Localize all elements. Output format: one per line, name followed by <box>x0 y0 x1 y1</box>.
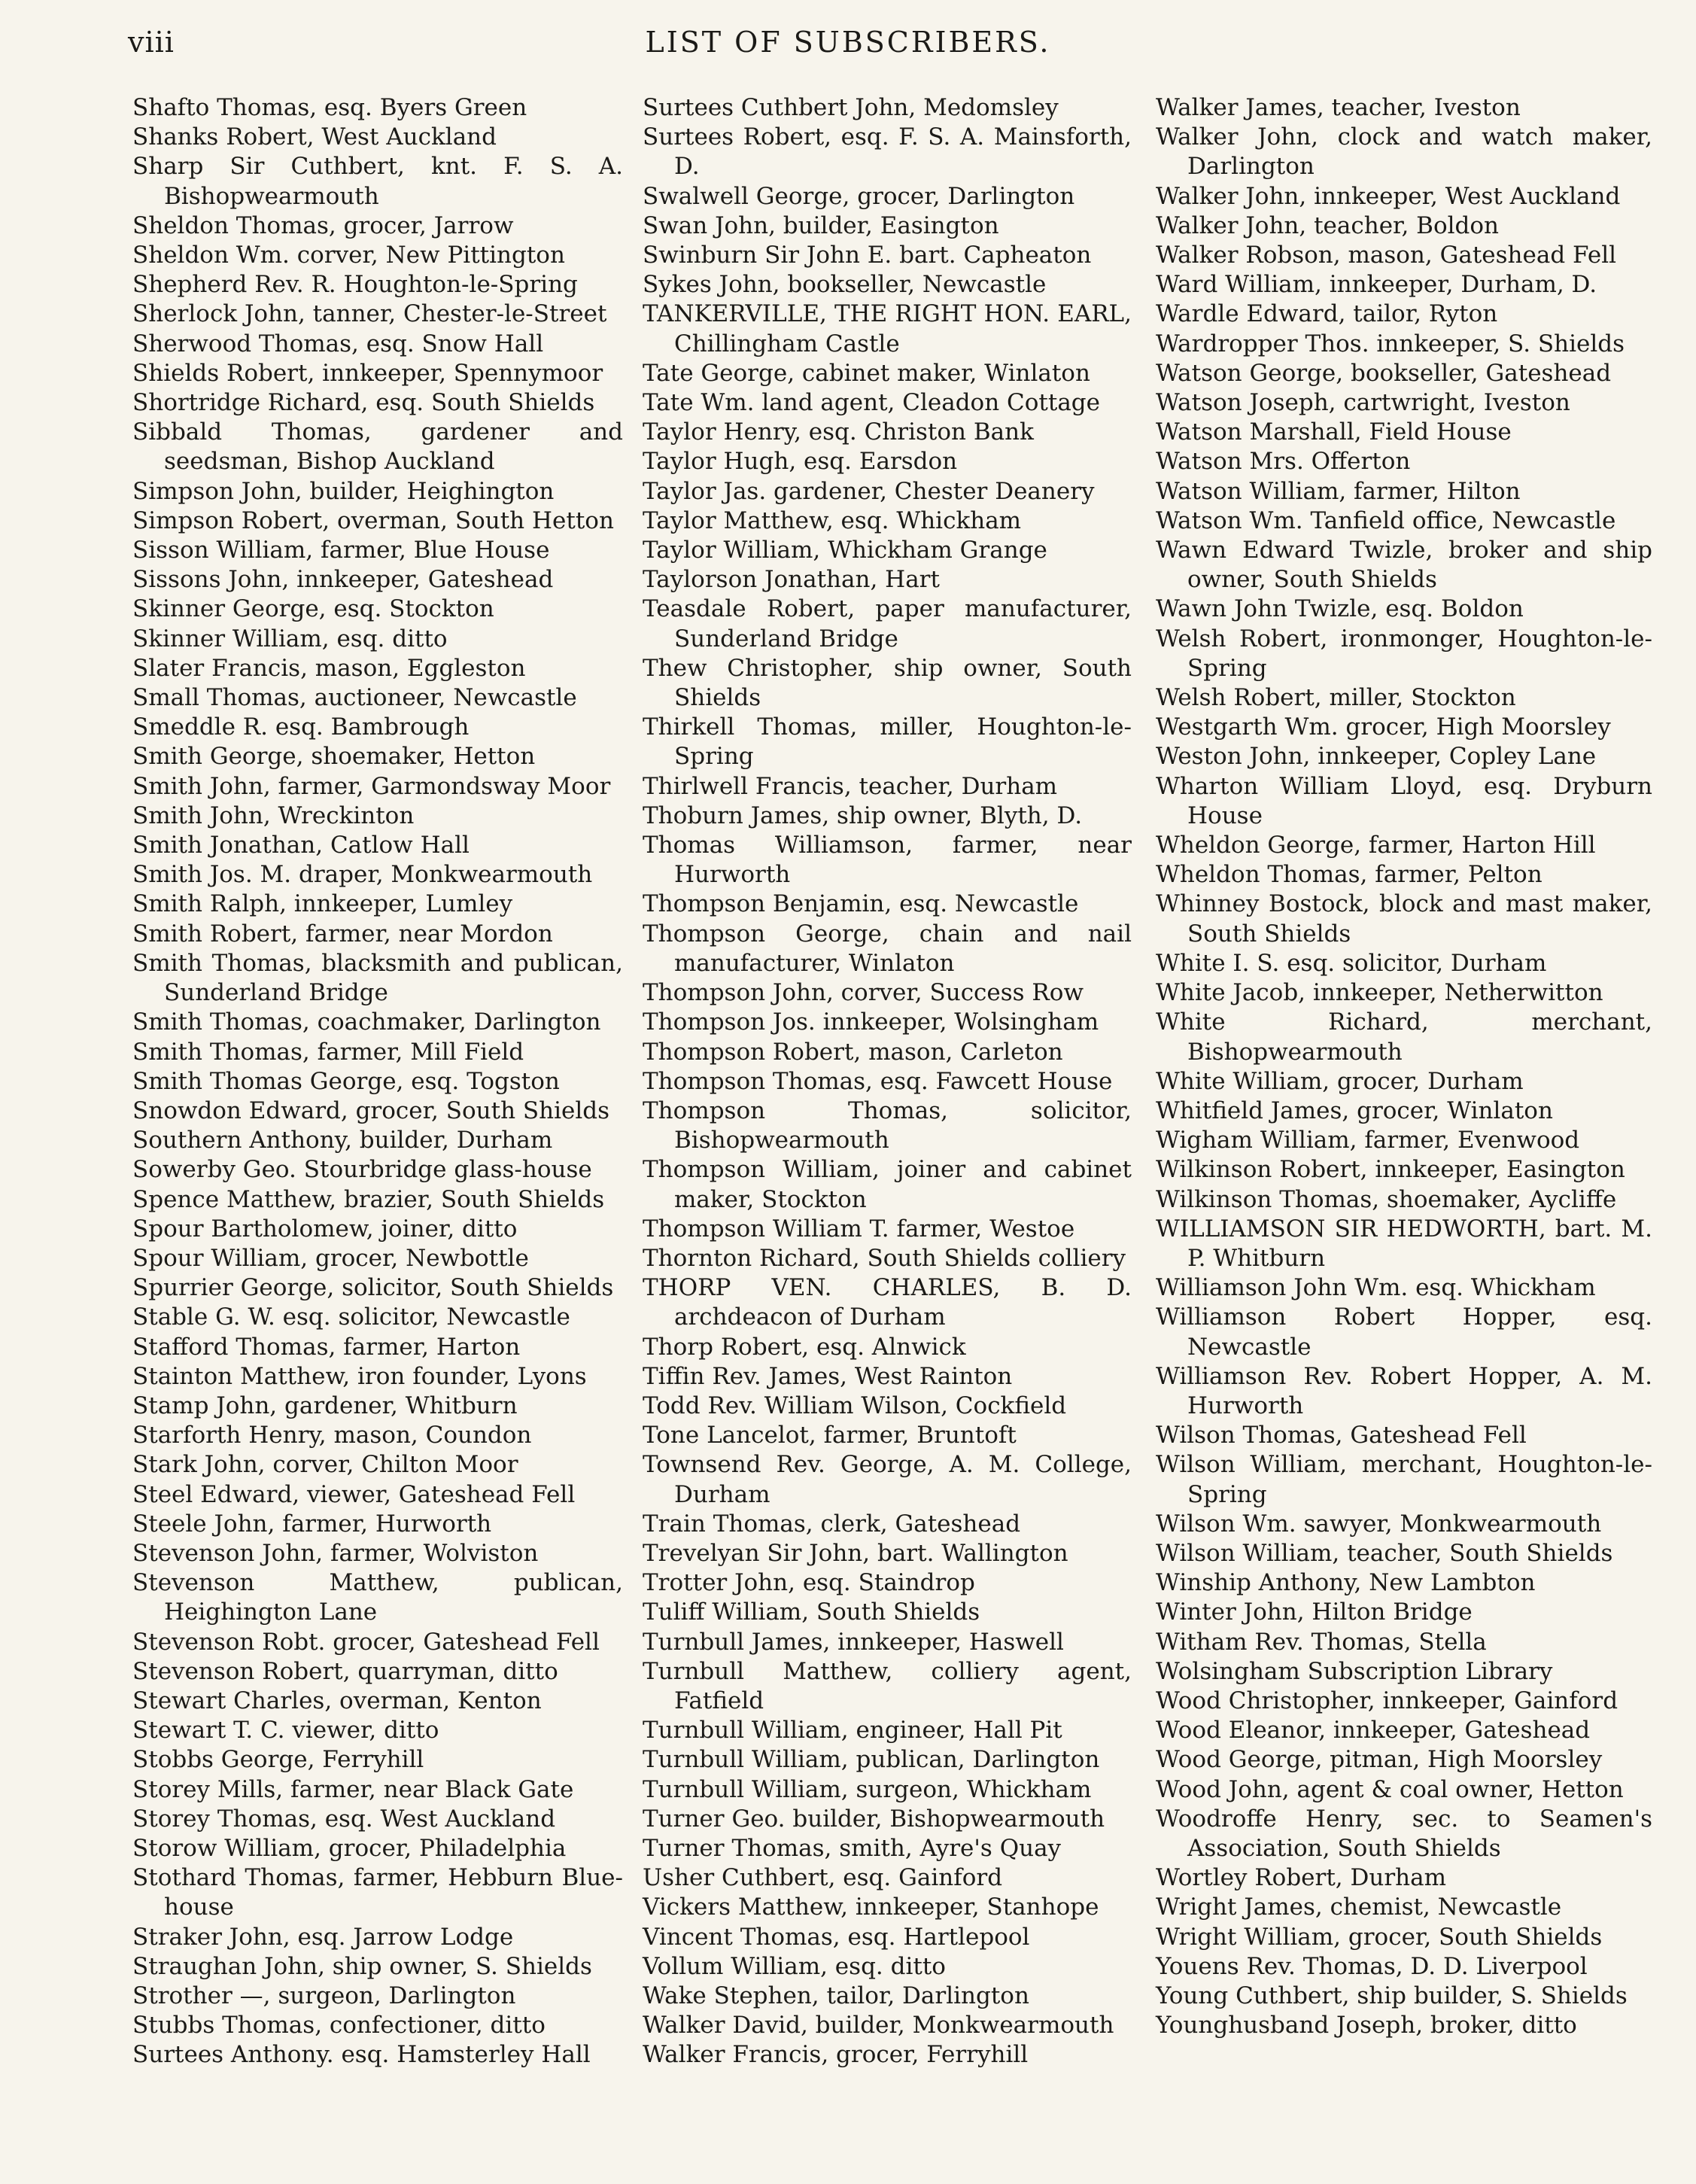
subscriber-entry: Winter John, Hilton Bridge <box>1156 1598 1473 1626</box>
subscriber-entry: Sheldon Wm. corver, New Pittington <box>132 242 565 269</box>
subscriber-entry: White Jacob, innkeeper, Netherwitton <box>1156 979 1603 1007</box>
subscriber-entry: Stark John, corver, Chilton Moor <box>132 1451 518 1479</box>
subscriber-entry: Surtees Anthony. esq. Hamsterley Hall <box>132 2041 591 2069</box>
subscriber-entry: Stevenson John, farmer, Wolviston <box>132 1539 539 1567</box>
subscriber-entry: Thompson Thomas, solicitor, Bishopwearmouth <box>643 1097 1132 1154</box>
subscriber-entry: Wilkinson Robert, innkeeper, Easington <box>1156 1156 1625 1184</box>
subscriber-entry: Watson George, bookseller, Gateshead <box>1156 359 1612 387</box>
subscriber-entry: Watson Marshall, Field House <box>1156 418 1512 446</box>
subscriber-columns <box>0 93 1696 2155</box>
subscriber-entry: Wilkinson Thomas, shoemaker, Aycliffe <box>1156 1185 1617 1213</box>
subscriber-entry: White I. S. esq. solicitor, Durham <box>1156 949 1547 977</box>
subscriber-entry: Welsh Robert, miller, Stockton <box>1156 684 1516 712</box>
subscriber-entry: Shields Robert, innkeeper, Spennymoor <box>132 359 603 387</box>
page-header <box>0 26 1696 65</box>
subscriber-entry: Thompson Benjamin, esq. Newcastle <box>643 890 1079 918</box>
subscriber-entry: Westgarth Wm. grocer, High Moorsley <box>1156 713 1611 741</box>
subscriber-entry: Turnbull William, surgeon, Whickham <box>643 1775 1092 1803</box>
subscriber-entry: Sissons John, innkeeper, Gateshead <box>132 566 554 594</box>
subscriber-entry: Thompson Thomas, esq. Fawcett House <box>643 1067 1113 1095</box>
subscriber-entry: Williamson John Wm. esq. Whickham <box>1156 1274 1596 1302</box>
subscriber-entry: Shafto Thomas, esq. Byers Green <box>132 94 527 121</box>
subscriber-entry: Turnbull Matthew, colliery agent, Fatfield <box>643 1657 1132 1714</box>
subscriber-entry: Todd Rev. William Wilson, Cockfield <box>643 1392 1067 1419</box>
subscriber-entry: Sherlock John, tanner, Chester-le-Street <box>132 300 607 328</box>
subscriber-entry: Tate George, cabinet maker, Winlaton <box>643 359 1090 387</box>
subscriber-entry: Tone Lancelot, farmer, Bruntoft <box>643 1422 1017 1449</box>
subscriber-entry: Walker James, teacher, Iveston <box>1156 94 1521 121</box>
subscriber-entry: Walker John, innkeeper, West Auckland <box>1156 182 1621 210</box>
subscriber-entry: Winship Anthony, New Lambton <box>1156 1569 1536 1597</box>
subscriber-entry: Surtees Cuthbert John, Medomsley <box>643 94 1059 121</box>
subscriber-entry: Sisson William, farmer, Blue House <box>132 537 550 564</box>
subscriber-column-3 <box>1156 93 1652 2040</box>
subscriber-entry: Stubbs Thomas, confectioner, ditto <box>132 2012 546 2040</box>
subscriber-entry: Thirlwell Francis, teacher, Durham <box>643 772 1058 800</box>
subscriber-entry: Thoburn James, ship owner, Blyth, D. <box>643 802 1083 829</box>
subscriber-entry: Thompson Robert, mason, Carleton <box>643 1038 1063 1066</box>
subscriber-entry: Walker John, teacher, Boldon <box>1156 211 1500 239</box>
subscriber-entry: Straker John, esq. Jarrow Lodge <box>132 1923 514 1951</box>
subscriber-entry: Wardle Edward, tailor, Ryton <box>1156 300 1498 328</box>
subscriber-entry: Thirkell Thomas, miller, Houghton-le-Spring <box>643 713 1132 771</box>
subscriber-entry: Swalwell George, grocer, Darlington <box>643 182 1075 210</box>
subscriber-entry: Tiffin Rev. James, West Rainton <box>643 1362 1013 1390</box>
subscriber-entry: Taylor Hugh, esq. Earsdon <box>643 448 958 476</box>
subscriber-entry: Taylor Matthew, esq. Whickham <box>643 506 1022 534</box>
subscriber-entry: Teasdale Robert, paper manufacturer, Sunderland Bridge <box>643 595 1132 652</box>
subscriber-entry: Smith Jos. M. draper, Monkwearmouth <box>132 861 593 889</box>
subscriber-entry: Wolsingham Subscription Library <box>1156 1657 1553 1685</box>
subscriber-entry: Skinner William, esq. ditto <box>132 625 448 652</box>
subscriber-entry: Williamson Robert Hopper, esq. Newcastle <box>1156 1303 1652 1361</box>
subscriber-entry: Wheldon George, farmer, Harton Hill <box>1156 832 1596 859</box>
subscriber-column-2 <box>643 93 1132 2070</box>
subscriber-entry: Thornton Richard, South Shields colliery <box>643 1244 1126 1272</box>
subscriber-entry: Smith Thomas, blacksmith and publican, Sunderland Bridge <box>132 949 623 1007</box>
subscriber-entry: Whinney Bostock, block and mast maker, South Shields <box>1156 890 1652 948</box>
subscriber-entry: Smith Robert, farmer, near Mordon <box>132 920 553 948</box>
subscriber-entry: Trotter John, esq. Staindrop <box>643 1569 975 1597</box>
subscriber-entry: Wood Eleanor, innkeeper, Gateshead <box>1156 1717 1591 1744</box>
subscriber-entry: Turnbull William, engineer, Hall Pit <box>643 1717 1062 1744</box>
subscriber-entry: Stamp John, gardener, Whitburn <box>132 1392 518 1419</box>
subscriber-entry: Usher Cuthbert, esq. Gainford <box>643 1864 1003 1892</box>
subscriber-entry: Watson Joseph, cartwright, Iveston <box>1156 389 1570 417</box>
subscriber-entry: Tate Wm. land agent, Cleadon Cottage <box>643 389 1100 417</box>
subscriber-entry: Smith George, shoemaker, Hetton <box>132 743 536 771</box>
subscriber-entry: Spurrier George, solicitor, South Shields <box>132 1274 614 1302</box>
subscriber-entry: Walker David, builder, Monkwearmouth <box>643 2012 1114 2040</box>
subscriber-entry: Sharp Sir Cuthbert, knt. F. S. A. Bishopwearmouth <box>132 153 623 210</box>
subscriber-entry: Stothard Thomas, farmer, Hebburn Blue-house <box>132 1864 623 1921</box>
subscriber-entry: TANKERVILLE, THE RIGHT HON. EARL, Chillingham Castle <box>643 300 1132 357</box>
subscriber-entry: Train Thomas, clerk, Gateshead <box>643 1510 1021 1538</box>
subscriber-entry: Welsh Robert, ironmonger, Houghton-le-Spring <box>1156 625 1652 682</box>
subscriber-entry: Walker Robson, mason, Gateshead Fell <box>1156 242 1617 269</box>
subscriber-entry: Thompson William, joiner and cabinet maker, Stockton <box>643 1156 1132 1213</box>
subscriber-entry: Vickers Matthew, innkeeper, Stanhope <box>643 1894 1099 1921</box>
subscriber-entry: Wigham William, farmer, Evenwood <box>1156 1127 1580 1154</box>
subscriber-entry: Stafford Thomas, farmer, Harton <box>132 1333 521 1361</box>
subscriber-entry: Sheldon Thomas, grocer, Jarrow <box>132 211 514 239</box>
subscriber-entry: Storey Mills, farmer, near Black Gate <box>132 1775 574 1803</box>
subscriber-entry: Simpson Robert, overman, South Hetton <box>132 506 614 534</box>
subscriber-entry: Stewart Charles, overman, Kenton <box>132 1687 542 1714</box>
subscriber-entry: Wilson Wm. sawyer, Monkwearmouth <box>1156 1510 1602 1538</box>
subscriber-entry: Wawn Edward Twizle, broker and ship owner, South Shields <box>1156 537 1652 594</box>
subscriber-entry: Turnbull William, publican, Darlington <box>643 1746 1100 1774</box>
subscriber-entry: Spour Bartholomew, joiner, ditto <box>132 1215 518 1243</box>
subscriber-entry: Watson Mrs. Offerton <box>1156 448 1411 476</box>
subscriber-entry: Turnbull James, innkeeper, Haswell <box>643 1628 1064 1656</box>
subscriber-entry: Strother —, surgeon, Darlington <box>132 1982 516 2009</box>
subscriber-entry: Steele John, farmer, Hurworth <box>132 1510 492 1538</box>
subscriber-entry: Straughan John, ship owner, S. Shields <box>132 1952 592 1980</box>
subscriber-entry: WILLIAMSON SIR HEDWORTH, bart. M. P. Whitburn <box>1156 1215 1652 1272</box>
subscriber-entry: Youens Rev. Thomas, D. D. Liverpool <box>1156 1952 1588 1980</box>
subscriber-entry: Shanks Robert, West Auckland <box>132 123 497 151</box>
subscriber-entry: Small Thomas, auctioneer, Newcastle <box>132 684 577 712</box>
subscriber-entry: Wawn John Twizle, esq. Boldon <box>1156 595 1524 623</box>
subscriber-entry: Southern Anthony, builder, Durham <box>132 1127 553 1154</box>
subscriber-entry: Thompson George, chain and nail manufacturer, Winlaton <box>643 920 1132 977</box>
subscriber-entry: Taylor Henry, esq. Christon Bank <box>643 418 1034 446</box>
subscriber-entry: Simpson John, builder, Heighington <box>132 477 555 505</box>
subscriber-entry: Woodroffe Henry, sec. to Seamen's Association, South Shields <box>1156 1805 1652 1862</box>
subscriber-entry: White Richard, merchant, Bishopwearmouth <box>1156 1008 1652 1066</box>
subscriber-entry: Whitfield James, grocer, Winlaton <box>1156 1097 1553 1124</box>
subscriber-entry: Storow William, grocer, Philadelphia <box>132 1834 567 1862</box>
subscriber-entry: Sibbald Thomas, gardener and seedsman, Bishop Auckland <box>132 418 623 476</box>
subscriber-entry: Snowdon Edward, grocer, South Shields <box>132 1097 610 1124</box>
subscriber-entry: Watson William, farmer, Hilton <box>1156 477 1521 505</box>
subscriber-entry: Sherwood Thomas, esq. Snow Hall <box>132 330 544 357</box>
subscriber-entry: Smith Thomas George, esq. Togston <box>132 1067 560 1095</box>
subscriber-entry: Wharton William Lloyd, esq. Dryburn House <box>1156 772 1652 829</box>
subscriber-entry: Stainton Matthew, iron founder, Lyons <box>132 1362 587 1390</box>
subscriber-entry: Stable G. W. esq. solicitor, Newcastle <box>132 1303 570 1331</box>
subscriber-entry: Williamson Rev. Robert Hopper, A. M. Hurworth <box>1156 1362 1652 1419</box>
subscriber-entry: Stevenson Robt. grocer, Gateshead Fell <box>132 1628 600 1656</box>
subscriber-entry: Wood George, pitman, High Moorsley <box>1156 1746 1603 1774</box>
subscriber-entry: Storey Thomas, esq. West Auckland <box>132 1805 556 1833</box>
subscriber-entry: Thorp Robert, esq. Alnwick <box>643 1333 966 1361</box>
subscriber-entry: Trevelyan Sir John, bart. Wallington <box>643 1539 1068 1567</box>
subscriber-entry: Surtees Robert, esq. F. S. A. Mainsforth, D. <box>643 123 1132 181</box>
subscriber-entry: THORP VEN. CHARLES, B. D. archdeacon of Durham <box>643 1274 1132 1331</box>
subscriber-entry: Wortley Robert, Durham <box>1156 1864 1446 1892</box>
subscriber-entry: Thompson John, corver, Success Row <box>643 979 1084 1007</box>
subscriber-entry: Wilson Thomas, Gateshead Fell <box>1156 1422 1527 1449</box>
subscriber-entry: Spour William, grocer, Newbottle <box>132 1244 529 1272</box>
subscriber-entry: Smith Thomas, farmer, Mill Field <box>132 1038 524 1066</box>
subscriber-entry: Younghusband Joseph, broker, ditto <box>1156 2012 1577 2040</box>
subscriber-entry: Shepherd Rev. R. Houghton-le-Spring <box>132 271 578 299</box>
subscriber-entry: Wright William, grocer, South Shields <box>1156 1923 1603 1951</box>
subscriber-entry: Ward William, innkeeper, Durham, D. <box>1156 271 1597 299</box>
subscriber-entry: Wood John, agent & coal owner, Hetton <box>1156 1775 1624 1803</box>
subscriber-entry: Smith Thomas, coachmaker, Darlington <box>132 1008 601 1036</box>
subscriber-entry: Turner Thomas, smith, Ayre's Quay <box>643 1834 1062 1862</box>
page-title: LIST OF SUBSCRIBERS. <box>645 26 1051 59</box>
subscriber-entry: Sowerby Geo. Stourbridge glass-house <box>132 1156 592 1184</box>
subscriber-entry: Skinner George, esq. Stockton <box>132 595 494 623</box>
subscriber-entry: Thompson William T. farmer, Westoe <box>643 1215 1075 1243</box>
subscriber-entry: Taylorson Jonathan, Hart <box>643 566 940 594</box>
subscriber-entry: Spence Matthew, brazier, South Shields <box>132 1185 605 1213</box>
subscriber-entry: Vollum William, esq. ditto <box>643 1952 946 1980</box>
subscriber-entry: Wheldon Thomas, farmer, Pelton <box>1156 861 1543 889</box>
subscriber-entry: Stewart T. C. viewer, ditto <box>132 1717 439 1744</box>
subscriber-entry: Smith Jonathan, Catlow Hall <box>132 832 470 859</box>
subscriber-entry: Witham Rev. Thomas, Stella <box>1156 1628 1487 1656</box>
subscriber-entry: Wardropper Thos. innkeeper, S. Shields <box>1156 330 1625 357</box>
subscriber-entry: Taylor Jas. gardener, Chester Deanery <box>643 477 1095 505</box>
subscriber-entry: Thompson Jos. innkeeper, Wolsingham <box>643 1008 1099 1036</box>
subscriber-entry: Steel Edward, viewer, Gateshead Fell <box>132 1480 576 1508</box>
subscriber-entry: Townsend Rev. George, A. M. College, Durham <box>643 1451 1132 1508</box>
subscriber-entry: Wilson William, teacher, South Shields <box>1156 1539 1613 1567</box>
subscriber-entry: Smith John, farmer, Garmondsway Moor <box>132 772 611 800</box>
subscriber-entry: Wake Stephen, tailor, Darlington <box>643 1982 1029 2009</box>
subscriber-entry: Sykes John, bookseller, Newcastle <box>643 271 1047 299</box>
subscriber-entry: Smith John, Wreckinton <box>132 802 415 829</box>
subscriber-entry: Watson Wm. Tanfield office, Newcastle <box>1156 506 1616 534</box>
subscriber-entry: Wright James, chemist, Newcastle <box>1156 1894 1562 1921</box>
subscriber-entry: Walker Francis, grocer, Ferryhill <box>643 2041 1029 2069</box>
page-number: viii <box>128 26 175 59</box>
subscriber-entry: Wood Christopher, innkeeper, Gainford <box>1156 1687 1618 1714</box>
subscriber-entry: Wilson William, merchant, Houghton-le-Spring <box>1156 1451 1652 1508</box>
subscriber-entry: Young Cuthbert, ship builder, S. Shields <box>1156 1982 1628 2009</box>
subscriber-entry: Taylor William, Whickham Grange <box>643 537 1047 564</box>
subscriber-entry: Walker John, clock and watch maker, Darlington <box>1156 123 1652 181</box>
subscriber-entry: Swinburn Sir John E. bart. Capheaton <box>643 242 1092 269</box>
subscriber-entry: Slater Francis, mason, Eggleston <box>132 654 526 682</box>
subscriber-entry: Thew Christopher, ship owner, South Shields <box>643 654 1132 712</box>
subscriber-entry: Stevenson Matthew, publican, Heighington Lane <box>132 1569 623 1626</box>
subscriber-entry: Weston John, innkeeper, Copley Lane <box>1156 743 1597 771</box>
subscriber-entry: Starforth Henry, mason, Coundon <box>132 1422 532 1449</box>
subscriber-entry: Stevenson Robert, quarryman, ditto <box>132 1657 558 1685</box>
subscriber-entry: Turner Geo. builder, Bishopwearmouth <box>643 1805 1105 1833</box>
subscriber-entry: Stobbs George, Ferryhill <box>132 1746 424 1774</box>
subscriber-entry: White William, grocer, Durham <box>1156 1067 1524 1095</box>
subscriber-entry: Shortridge Richard, esq. South Shields <box>132 389 595 417</box>
subscriber-entry: Thomas Williamson, farmer, near Hurworth <box>643 832 1132 889</box>
subscriber-entry: Tuliff William, South Shields <box>643 1598 980 1626</box>
subscriber-entry: Smeddle R. esq. Bambrough <box>132 713 470 741</box>
subscriber-entry: Swan John, builder, Easington <box>643 211 999 239</box>
subscriber-column-1 <box>132 93 623 2070</box>
subscriber-entry: Vincent Thomas, esq. Hartlepool <box>643 1923 1030 1951</box>
subscriber-entry: Smith Ralph, innkeeper, Lumley <box>132 890 513 918</box>
